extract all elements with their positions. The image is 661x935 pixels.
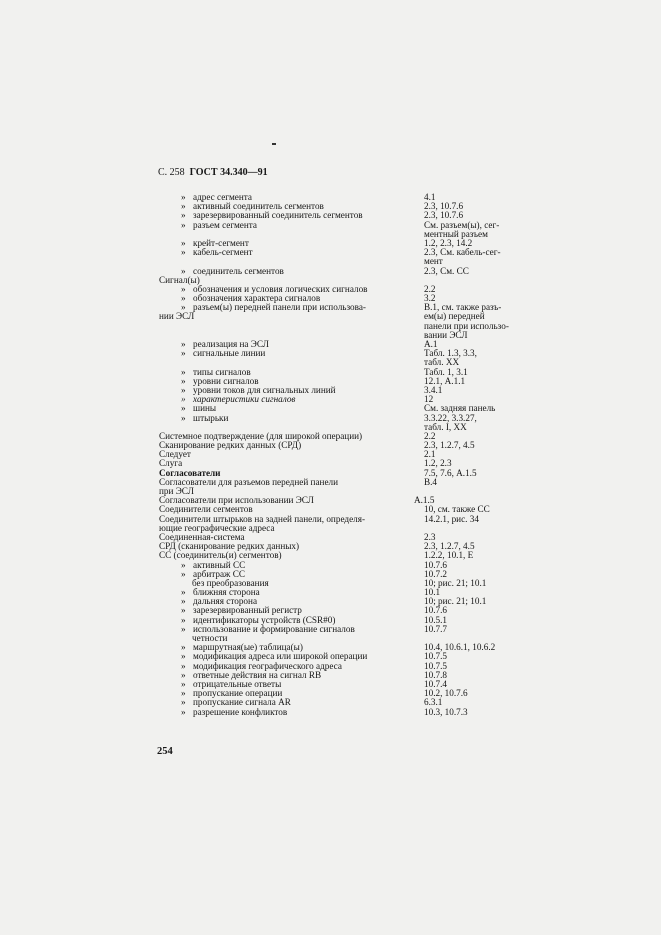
entry-term-text: пропускание сигнала AR [193,697,291,708]
entry-reference: А.1 [424,339,438,349]
entry-reference: 10.7.6 [424,559,447,570]
index-entry [0,588,661,597]
ditto-mark: » [181,384,186,395]
index-entry [0,285,661,294]
entry-term-text: кабель-сегмент [193,247,253,258]
entry-reference: 2.2 [424,430,436,441]
entry-term [181,414,228,423]
entry-term-text: Согласователи [159,467,221,478]
ditto-mark: » [181,375,186,386]
entry-term-text: обозначения и условия логических сигналов [193,283,368,294]
entry-term-text: Сканирование редких данных (СРД) [159,440,302,451]
index-entries [0,193,661,717]
ditto-mark: » [181,559,186,570]
entry-reference: 10.2, 10.7.6 [424,688,468,699]
entry-term-text: адрес сегмента [193,192,252,202]
ditto-mark: » [181,596,186,607]
ditto-mark: » [181,302,186,313]
index-entry [0,230,661,239]
ditto-mark: » [181,623,186,634]
entry-reference: А.1.5 [414,495,435,506]
entry-term-text: СС (соединитель(и) сегментов) [159,550,282,561]
entry-term-text: обозначения характера сигналов [193,293,321,304]
ditto-mark: » [181,706,186,717]
ditto-mark: » [181,651,186,662]
index-entry [0,487,661,496]
index-entry [0,257,661,266]
index-entry [0,349,661,358]
ditto-mark: » [181,210,186,221]
ditto-mark: » [181,293,186,304]
index-entry [0,432,661,441]
entry-reference: мент [424,256,443,267]
entry-term [181,708,287,717]
index-entry [0,625,661,634]
entry-reference: табл. I, XX [424,421,467,432]
entry-reference: 4.1 [424,192,436,202]
entry-term-text: Согласователи при использовании ЭСЛ [159,495,314,506]
entry-term-text: характеристики сигналов [193,394,296,405]
entry-reference: 10.7.7 [424,623,447,634]
entry-term [159,312,194,321]
index-entry [0,698,661,707]
index-entry [0,331,661,340]
entry-reference: 2.3, 1.2.7, 4.5 [424,541,475,552]
entry-term-text: дальняя сторона [193,596,258,607]
ditto-mark: » [181,669,186,680]
index-entry [0,634,661,643]
entry-term-text: разъем(ы) передней панели при использова- [193,302,366,313]
entry-reference: 10.1 [424,587,441,598]
entry-reference: См. задняя панель [424,403,496,414]
ditto-mark: » [181,568,186,579]
ditto-mark: » [181,366,186,377]
index-entry [0,441,661,450]
index-entry [0,459,661,468]
entry-reference: 10.4, 10.6.1, 10.6.2 [424,642,496,653]
entry-reference: См. разъем(ы), сег- [424,219,500,230]
index-entry [0,340,661,349]
entry-term-text: модификация географического адреса [193,660,342,671]
entry-reference: Табл. 1, 3.1 [424,366,468,377]
entry-term-text: пропускание операции [193,688,283,699]
entry-term-text: разрешение конфликтов [193,706,288,717]
ditto-mark: » [181,283,186,294]
index-entry [0,450,661,459]
entry-reference: В.1, см. также разъ- [424,302,502,313]
index-entry [0,368,661,377]
page-header [158,167,268,179]
index-entry [0,496,661,505]
entry-term-text: использование и формирование сигналов [193,623,355,634]
entry-reference: 3.4.1 [424,384,443,395]
index-entry [0,221,661,230]
entry-term-text: крейт-сегмент [193,237,249,248]
entry-reference: 1.2, 2.3, 14.2 [424,237,473,248]
page-number: 254 [157,746,173,757]
index-entry [0,478,661,487]
ditto-mark: » [181,247,186,258]
standard-designation: ГОСТ 34.340—91 [189,167,268,178]
index-entry [0,358,661,367]
entry-term-text: идентификаторы устройств (CSR#0) [193,614,336,625]
index-entry [0,524,661,533]
index-entry [0,533,661,542]
entry-reference: табл. XX [424,357,460,368]
index-entry [0,551,661,560]
entry-reference: 2.3, 1.2.7, 4.5 [424,440,475,451]
entry-reference: 2.3, 10.7.6 [424,210,464,221]
entry-term-text: активный соединитель сегментов [193,201,324,212]
entry-reference: 12 [424,394,434,405]
index-entry [0,515,661,524]
entry-term-text: без преобразования [192,577,269,588]
entry-term [181,303,366,312]
entry-term-text: Системное подтверждение (для широкой операции) [159,430,363,441]
ditto-mark: » [181,339,186,349]
entry-term-text: СРД (сканирование редких данных) [159,541,300,552]
index-entry [0,662,661,671]
ditto-mark: » [181,678,186,689]
entry-reference: 2.3, См. кабель-сег- [424,247,501,258]
page-reference: С. 258 [158,167,185,178]
entry-term-text: ближняя сторона [193,587,260,598]
index-entry [0,561,661,570]
entry-reference: 3.3.22, 3.3.27, [424,412,477,423]
entry-reference: 12.1, А.1.1 [424,375,466,386]
ditto-mark: » [181,412,186,423]
ditto-mark: » [181,192,186,202]
ditto-mark: » [181,697,186,708]
entry-reference: 10.7.8 [424,669,447,680]
entry-term-text: при ЭСЛ [159,486,194,496]
entry-reference: 10.5.1 [424,614,447,625]
entry-reference: 2.3 [424,531,436,542]
ditto-mark: » [181,265,186,276]
entry-reference: 10.7.5 [424,660,447,671]
entry-reference: 3.2 [424,293,436,304]
entry-term-text: активный СС [193,559,246,570]
entry-term-text: ющие географические адреса [159,522,275,533]
entry-reference: панели при использо- [424,320,509,331]
ditto-mark: » [181,237,186,248]
entry-term-text: уровни токов для сигнальных линий [193,384,336,395]
entry-term [181,221,257,230]
ditto-mark: » [181,219,186,230]
index-entry [0,248,661,257]
entry-term [181,349,265,358]
entry-reference: 1.2, 2.3 [424,458,452,469]
entry-reference: Табл. 1.3, 3.3, [424,348,477,359]
entry-term-text: Соединители сегментов [159,504,253,515]
entry-reference: ем(ы) передней [424,311,485,322]
ditto-mark: » [181,201,186,212]
entry-term-text: модификация адреса или широкой операции [193,651,368,662]
entry-term-text: типы сигналов [193,366,251,377]
index-entry [0,414,661,423]
entry-reference: 6.3.1 [424,697,443,708]
entry-reference: 10.7.2 [424,568,447,579]
entry-term-text: Согласователи для разъемов передней панели [159,476,339,487]
entry-reference: 10.3, 10.7.3 [424,706,468,717]
entry-term-text: нии ЭСЛ [159,311,195,322]
entry-reference: 2.1 [424,449,436,460]
ditto-mark: » [181,660,186,671]
index-entry [0,404,661,413]
entry-reference: вании ЭСЛ [424,329,468,340]
ditto-mark: » [181,403,186,414]
index-entry [0,708,661,717]
entry-term-text: арбитраж СС [193,568,245,579]
index-entry [0,211,661,220]
stray-mark [272,143,276,145]
entry-reference: 10, см. также СС [424,504,490,515]
entry-term-text: четности [192,633,228,643]
entry-term-text: штырьки [193,412,229,423]
entry-reference: 14.2.1, рис. 34 [424,513,479,524]
index-entry [0,680,661,689]
index-entry [0,597,661,606]
index-entry [0,312,661,321]
entry-term-text: ответные действия на сигнал RB [193,669,322,680]
entry-term-text: Сигнал(ы) [159,274,200,285]
entry-term-text: зарезервированный регистр [193,605,302,616]
index-entry [0,542,661,551]
index-entry [0,395,661,404]
index-entry [0,193,661,202]
entry-reference: 7.5, 7.6, А.1.5 [424,467,477,478]
entry-term-text: сигнальные линии [193,348,266,359]
entry-term-text: зарезервированный соединитель сегментов [193,210,363,221]
entry-reference: 2.2 [424,283,436,294]
ditto-mark: » [181,587,186,598]
index-entry [0,303,661,312]
entry-term-text: разъем сегмента [193,219,258,230]
entry-term [181,248,253,257]
entry-reference: 10.7.6 [424,605,447,616]
entry-term-text: Слуга [159,458,183,469]
entry-term-text: отрицательные ответы [193,678,282,689]
index-entry [0,689,661,698]
index-entry [0,239,661,248]
index-entry [0,322,661,331]
entry-term-text: шины [193,403,217,414]
ditto-mark: » [181,348,186,359]
entry-reference: В.4 [424,476,438,487]
entry-reference: 10.7.5 [424,651,447,662]
entry-term-text: уровни сигналов [193,375,259,386]
ditto-mark: » [181,605,186,616]
index-entry [0,671,661,680]
ditto-mark: » [181,688,186,699]
entry-reference: 1.2.2, 10.1, Е [424,550,474,561]
entry-reference: ментный разъем [424,228,488,239]
entry-reference: 2.3, См. СС [424,265,469,276]
index-entry [0,570,661,579]
entry-term-text: Следует [159,449,191,460]
ditto-mark: » [181,614,186,625]
entry-reference: 2.3, 10.7.6 [424,201,464,212]
entry-term-text: маршрутная(ые) таблица(ы) [193,642,303,653]
index-entry [0,267,661,276]
ditto-mark: » [181,394,186,405]
entry-reference: 10; рис. 21; 10.1 [424,596,487,607]
ditto-mark: » [181,642,186,653]
entry-term-text: соединитель сегментов [193,265,284,276]
entry-term-text: Соединенная-система [159,531,245,542]
index-entry [0,579,661,588]
entry-term-text: реализация на ЭСЛ [193,339,269,349]
index-entry [0,386,661,395]
entry-reference: 10.7.4 [424,678,447,689]
entry-reference: 10; рис. 21; 10.1 [424,577,487,588]
entry-term-text: Соединители штырьков на задней панели, определя- [159,513,366,524]
